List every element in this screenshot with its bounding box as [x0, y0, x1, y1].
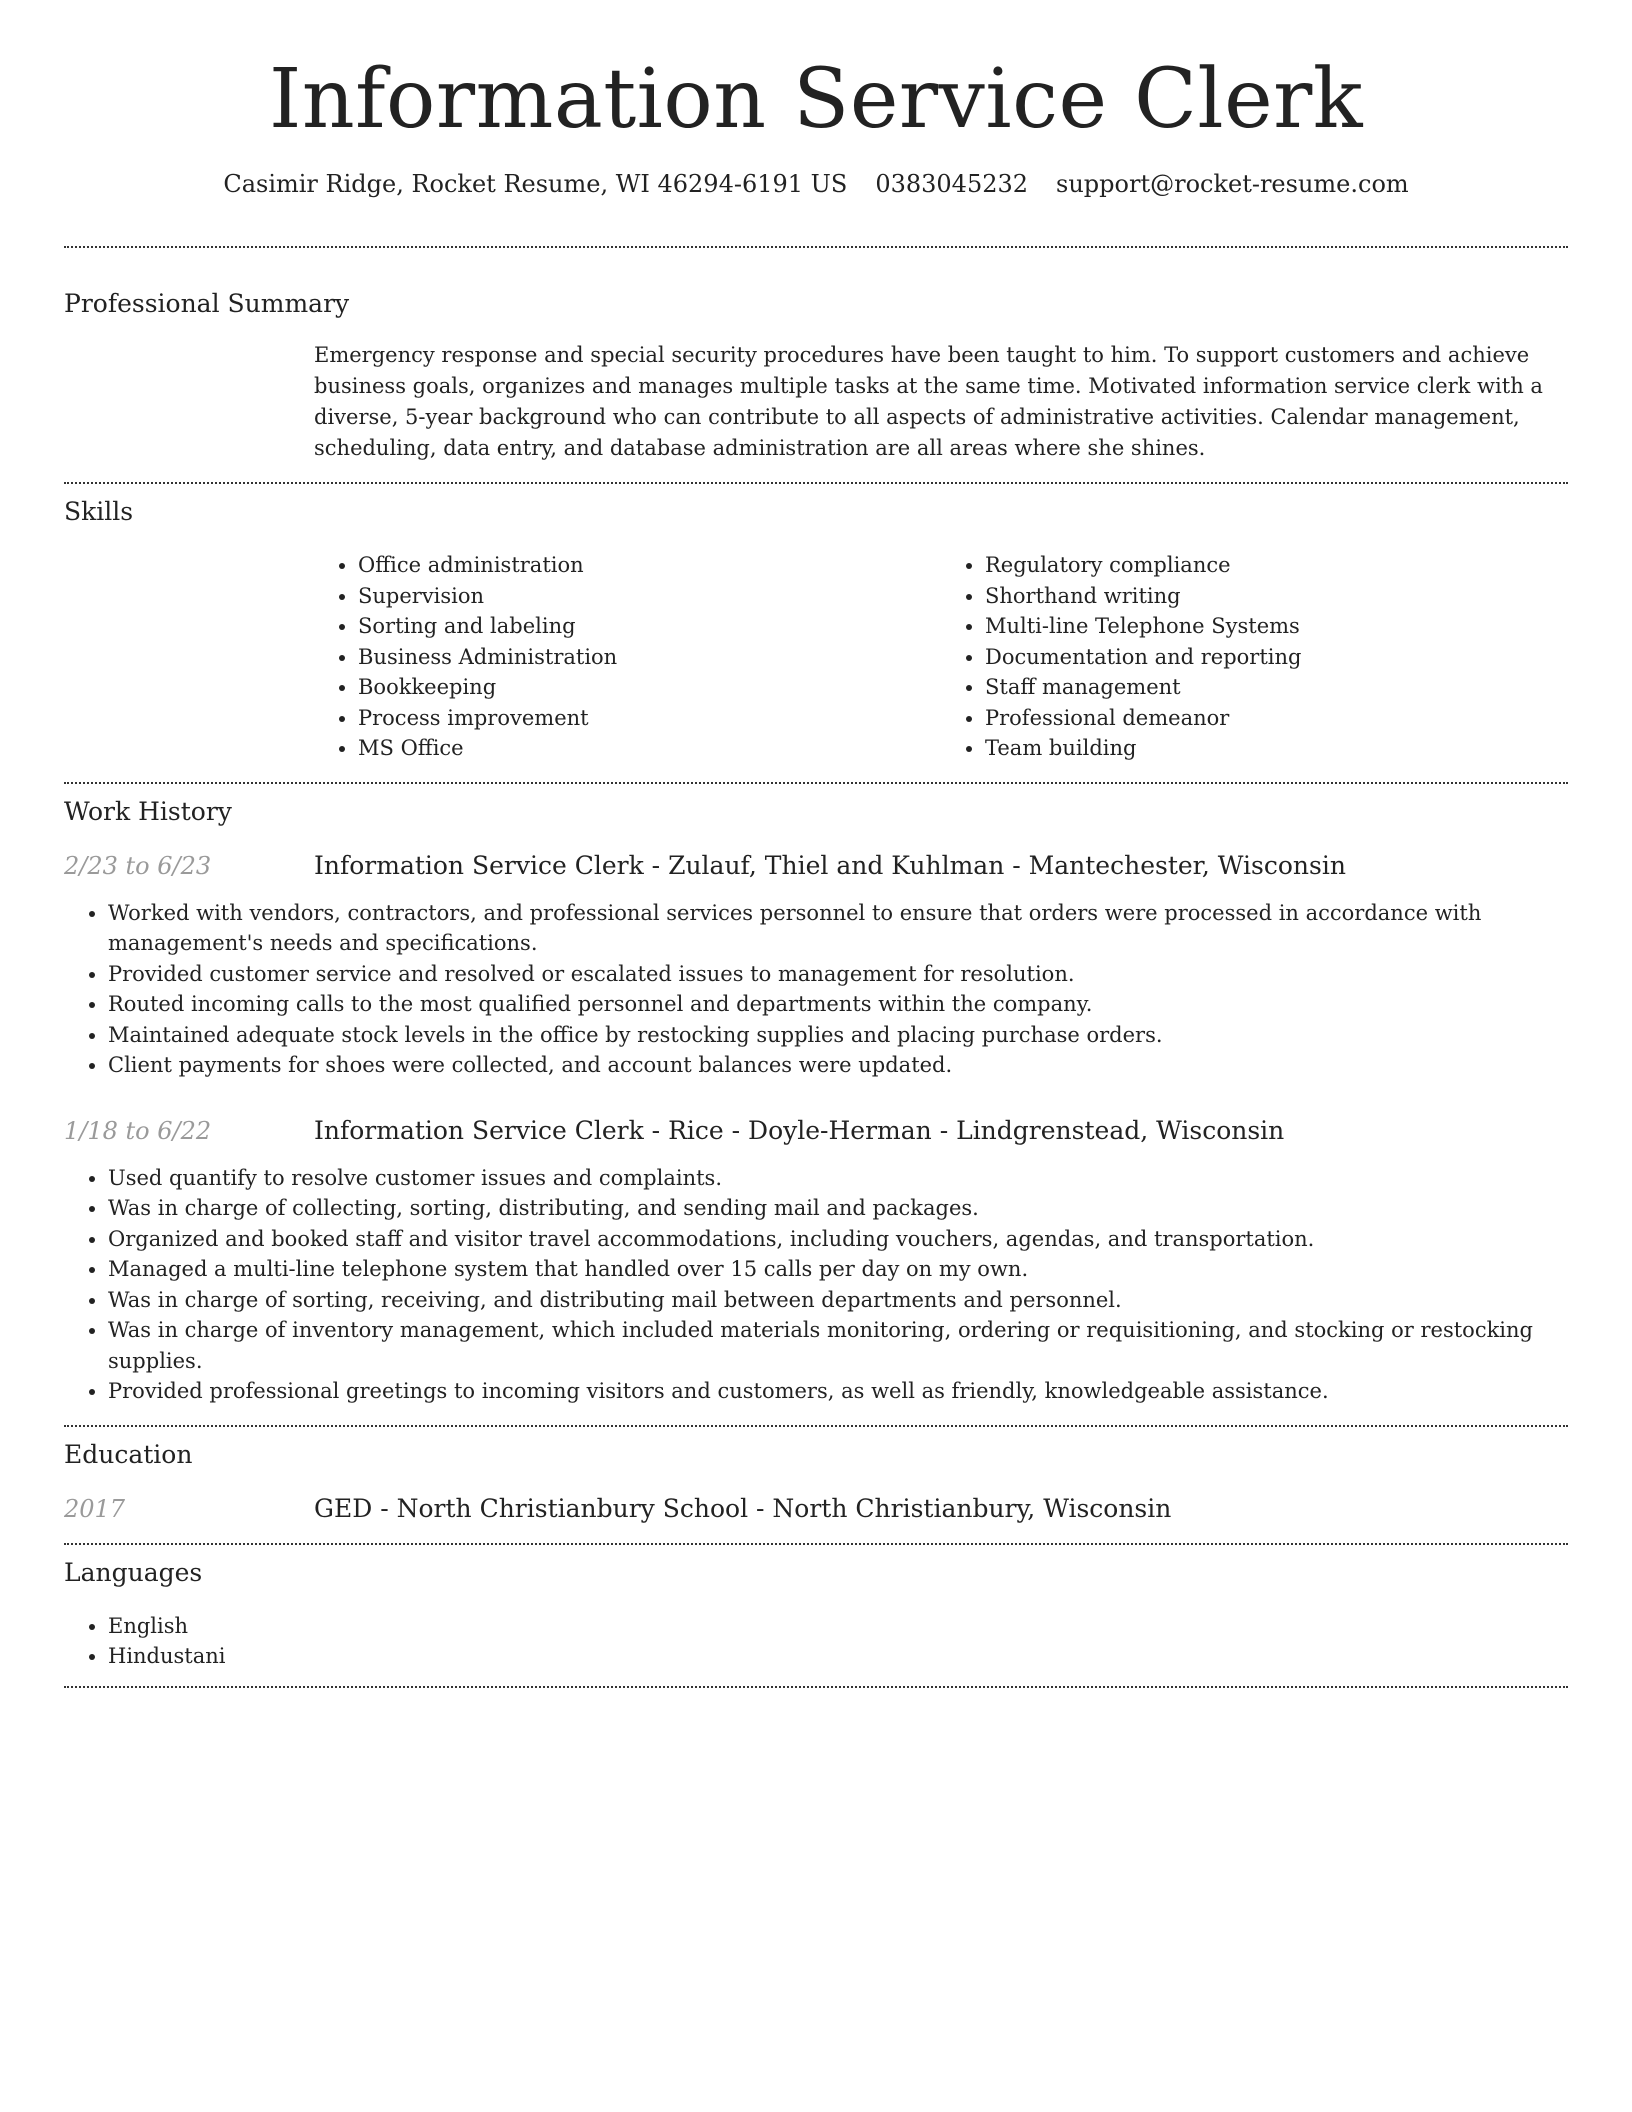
job-bullets	[64, 1163, 1568, 1407]
skill-item: • Sorting and labeling	[358, 611, 941, 642]
job-bullet: • Provided customer service and resolved or escalated issues to management for resolution.	[108, 959, 1568, 990]
job-bullet: • Routed incoming calls to the most qualified personnel and departments within the company.	[108, 989, 1568, 1020]
skill-item: • Shorthand writing	[985, 581, 1568, 612]
education-title: Education	[64, 1439, 193, 1469]
skill-item: • Professional demeanor	[985, 703, 1568, 734]
contact-line	[64, 168, 1568, 200]
skill-item: • Multi-line Telephone Systems	[985, 611, 1568, 642]
skills-list-right	[941, 550, 1568, 764]
summary-section	[64, 248, 1568, 464]
language-item: • English	[108, 1611, 1568, 1642]
job-bullet: • Was in charge of collecting, sorting, distributing, and sending mail and packages.	[108, 1193, 1568, 1224]
skill-item: • Documentation and reporting	[985, 642, 1568, 673]
summary-text: Emergency response and special security procedures have been taught to him. To support customers and achieve business goals, organizes and manages multiple tasks at the same time. Motivated information service clerk with a diverse, 5-year background who can contribute to all aspects of administrative activities. Calendar management, scheduling, data entry, and database administration are all areas where she shines.	[314, 343, 1543, 460]
job-bullet: • Was in charge of sorting, receiving, and distributing mail between departments and personnel.	[108, 1285, 1568, 1316]
skill-item: • Team building	[985, 733, 1568, 764]
skill-item: • Staff management	[985, 672, 1568, 703]
skills-title: Skills	[64, 497, 134, 526]
summary-title: Professional Summary	[64, 289, 350, 318]
contact-address: Casimir Ridge, Rocket Resume, WI 46294-6191 US	[223, 170, 848, 198]
job-bullet: • Used quantify to resolve customer issues and complaints.	[108, 1163, 1568, 1194]
skills-section	[64, 484, 1568, 764]
skill-item: • Process improvement	[358, 703, 941, 734]
resume-name: Information Service Clerk	[268, 52, 1364, 147]
languages-list	[64, 1611, 1568, 1672]
job-heading: Information Service Clerk - Zulauf, Thiel and Kuhlman - Mantechester, Wisconsin	[314, 850, 1346, 880]
skills-list-left	[314, 550, 941, 764]
job-dates: 2/23 to 6/23	[64, 851, 212, 880]
job-bullet: • Client payments for shoes were collected, and account balances were updated.	[108, 1050, 1568, 1081]
job-bullet: • Maintained adequate stock levels in the office by restocking supplies and placing purchase orders.	[108, 1020, 1568, 1051]
skill-item: • Regulatory compliance	[985, 550, 1568, 581]
job-entry	[64, 1115, 1568, 1407]
education-heading: GED - North Christianbury School - North Christianbury, Wisconsin	[314, 1493, 1172, 1523]
skill-item: • Office administration	[358, 550, 941, 581]
contact-phone: 0383045232	[875, 170, 1029, 198]
education-section	[64, 1427, 1568, 1525]
job-heading: Information Service Clerk - Rice - Doyle-Herman - Lindgrenstead, Wisconsin	[314, 1115, 1285, 1145]
work-title: Work History	[64, 796, 232, 826]
skill-item: • MS Office	[358, 733, 941, 764]
work-section	[64, 784, 1568, 1407]
job-bullet: • Managed a multi-line telephone system that handled over 15 calls per day on my own.	[108, 1254, 1568, 1285]
languages-section	[64, 1545, 1568, 1672]
skills-columns	[314, 550, 1568, 764]
language-item: • Hindustani	[108, 1641, 1568, 1672]
skill-item: • Supervision	[358, 581, 941, 612]
job-bullet: • Provided professional greetings to incoming visitors and customers, as well as friendly, knowledgeable assistance.	[108, 1376, 1568, 1407]
job-bullets	[64, 898, 1568, 1081]
skill-item: • Bookkeeping	[358, 672, 941, 703]
job-dates: 1/18 to 6/22	[64, 1116, 212, 1145]
languages-title: Languages	[64, 1557, 203, 1587]
divider	[64, 1686, 1568, 1688]
job-bullet: • Worked with vendors, contractors, and professional services personnel to ensure that orders were processed in accordance with management's needs and specifications.	[108, 898, 1568, 959]
contact-email: support@rocket-resume.com	[1056, 170, 1409, 198]
skill-item: • Business Administration	[358, 642, 941, 673]
job-bullet: • Organized and booked staff and visitor travel accommodations, including vouchers, agendas, and transportation.	[108, 1224, 1568, 1255]
education-entry	[64, 1493, 1568, 1525]
job-entry	[64, 850, 1568, 1081]
education-year: 2017	[64, 1494, 126, 1523]
job-bullet: • Was in charge of inventory management, which included materials monitoring, ordering or requisitioning, and stocking or restocking supplies.	[108, 1315, 1568, 1376]
